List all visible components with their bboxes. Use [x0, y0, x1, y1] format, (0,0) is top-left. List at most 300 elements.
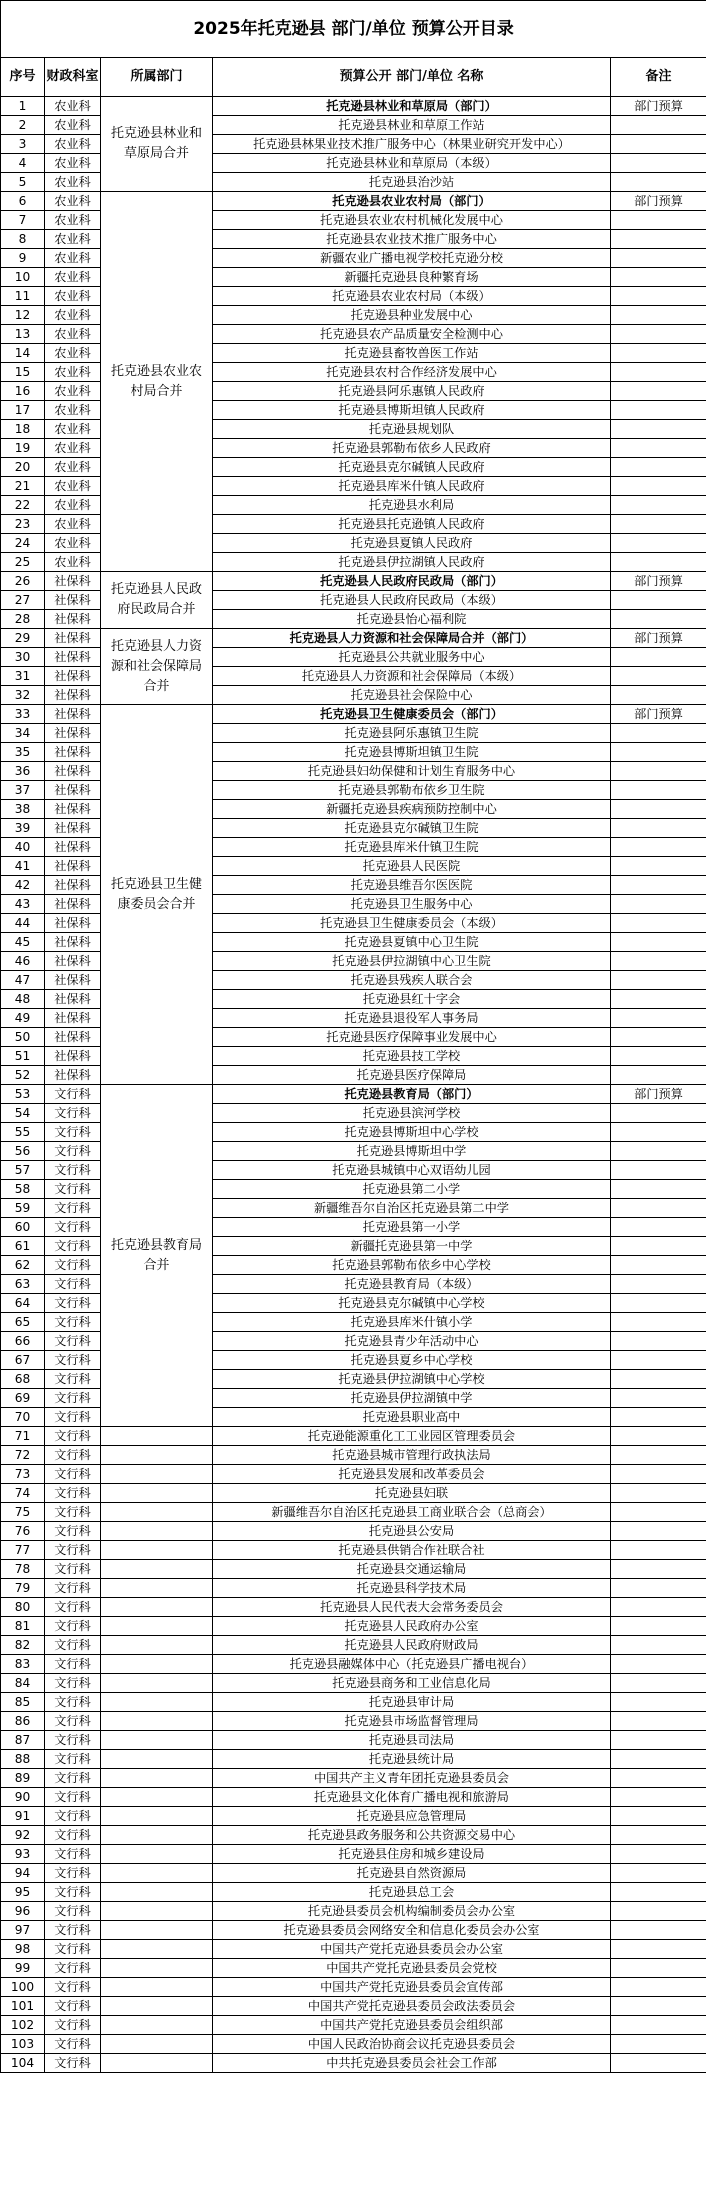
- row-seq: 28: [1, 610, 45, 629]
- row-note: [611, 591, 706, 610]
- row-unit-name: 托克逊县伊拉湖镇人民政府: [213, 553, 611, 572]
- row-section: 文行科: [45, 1807, 101, 1826]
- row-section: 农业科: [45, 268, 101, 287]
- row-section: 文行科: [45, 1541, 101, 1560]
- row-seq: 55: [1, 1123, 45, 1142]
- table-row: [1, 572, 706, 591]
- row-note: [611, 439, 706, 458]
- row-unit-name: 新疆维吾尔自治区托克逊县工商业联合会（总商会）: [213, 1503, 611, 1522]
- row-seq: 87: [1, 1731, 45, 1750]
- row-note: [611, 1693, 706, 1712]
- row-seq: 60: [1, 1218, 45, 1237]
- row-note: [611, 1427, 706, 1446]
- row-unit-name: 托克逊县规划队: [213, 420, 611, 439]
- row-seq: 80: [1, 1598, 45, 1617]
- row-unit-name: 托克逊县农业农村局（本级）: [213, 287, 611, 306]
- row-section: 文行科: [45, 1921, 101, 1940]
- row-note: [611, 1826, 706, 1845]
- row-unit-name: 中国共产党托克逊县委员会组织部: [213, 2016, 611, 2035]
- row-note: 部门预算: [611, 192, 706, 211]
- row-note: 部门预算: [611, 629, 706, 648]
- row-note: [611, 800, 706, 819]
- table-row: [1, 1617, 706, 1636]
- row-unit-name: 托克逊县住房和城乡建设局: [213, 1845, 611, 1864]
- row-section: 社保科: [45, 895, 101, 914]
- row-section: 文行科: [45, 1655, 101, 1674]
- row-seq: 14: [1, 344, 45, 363]
- row-note: [611, 1541, 706, 1560]
- row-unit-name: 托克逊县残疾人联合会: [213, 971, 611, 990]
- row-note: [611, 1237, 706, 1256]
- row-unit-name: 托克逊县技工学校: [213, 1047, 611, 1066]
- row-seq: 78: [1, 1560, 45, 1579]
- row-note: 部门预算: [611, 1085, 706, 1104]
- row-note: [611, 1294, 706, 1313]
- row-seq: 92: [1, 1826, 45, 1845]
- row-note: [611, 819, 706, 838]
- table-row: [1, 1978, 706, 1997]
- row-section: 社保科: [45, 819, 101, 838]
- page-title: 2025年托克逊县 部门/单位 预算公开目录: [1, 1, 706, 58]
- row-unit-name: 托克逊县郭勒布依乡卫生院: [213, 781, 611, 800]
- row-section: 文行科: [45, 1218, 101, 1237]
- row-note: [611, 1484, 706, 1503]
- row-note: [611, 363, 706, 382]
- row-unit-name: 托克逊县红十字会: [213, 990, 611, 1009]
- table-row: [1, 1503, 706, 1522]
- row-section: 社保科: [45, 838, 101, 857]
- row-dept-empty: [101, 1693, 213, 1712]
- row-note: [611, 268, 706, 287]
- table-row: [1, 1636, 706, 1655]
- table-row: [1, 1750, 706, 1769]
- row-unit-name: 托克逊县克尔碱镇中心学校: [213, 1294, 611, 1313]
- row-section: 农业科: [45, 534, 101, 553]
- row-section: 文行科: [45, 1104, 101, 1123]
- row-unit-name: 托克逊县夏乡中心学校: [213, 1351, 611, 1370]
- row-section: 文行科: [45, 1123, 101, 1142]
- row-unit-name: 新疆农业广播电视学校托克逊分校: [213, 249, 611, 268]
- header-section: 财政科室: [45, 58, 101, 97]
- row-unit-name: 托克逊县卫生服务中心: [213, 895, 611, 914]
- row-unit-name: 托克逊县审计局: [213, 1693, 611, 1712]
- row-seq: 17: [1, 401, 45, 420]
- row-unit-name: 托克逊县公安局: [213, 1522, 611, 1541]
- table-row: [1, 629, 706, 648]
- row-seq: 69: [1, 1389, 45, 1408]
- row-note: [611, 1446, 706, 1465]
- row-note: [611, 1902, 706, 1921]
- row-unit-name: 托克逊县农村合作经济发展中心: [213, 363, 611, 382]
- row-section: 文行科: [45, 1845, 101, 1864]
- row-unit-name: 托克逊县人民政府办公室: [213, 1617, 611, 1636]
- row-note: [611, 1921, 706, 1940]
- row-section: 农业科: [45, 439, 101, 458]
- row-note: [611, 1940, 706, 1959]
- row-section: 农业科: [45, 363, 101, 382]
- row-seq: 53: [1, 1085, 45, 1104]
- row-seq: 75: [1, 1503, 45, 1522]
- row-section: 社保科: [45, 686, 101, 705]
- table-row: [1, 1712, 706, 1731]
- row-seq: 13: [1, 325, 45, 344]
- row-seq: 23: [1, 515, 45, 534]
- table-row: [1, 1769, 706, 1788]
- row-seq: 71: [1, 1427, 45, 1446]
- row-unit-name: 托克逊县畜牧兽医工作站: [213, 344, 611, 363]
- row-dept-empty: [101, 1788, 213, 1807]
- row-note: [611, 1579, 706, 1598]
- row-unit-name: 托克逊县人民代表大会常务委员会: [213, 1598, 611, 1617]
- row-seq: 42: [1, 876, 45, 895]
- row-seq: 82: [1, 1636, 45, 1655]
- row-unit-name: 托克逊县卫生健康委员会（本级）: [213, 914, 611, 933]
- table-row: [1, 1997, 706, 2016]
- row-section: 文行科: [45, 1389, 101, 1408]
- row-unit-name: 托克逊县博斯坦镇人民政府: [213, 401, 611, 420]
- row-section: 社保科: [45, 667, 101, 686]
- row-unit-name: 托克逊县医疗保障局: [213, 1066, 611, 1085]
- row-seq: 35: [1, 743, 45, 762]
- row-note: [611, 325, 706, 344]
- row-note: [611, 933, 706, 952]
- row-unit-name: 中国人民政治协商会议托克逊县委员会: [213, 2035, 611, 2054]
- row-section: 农业科: [45, 211, 101, 230]
- row-unit-name: 托克逊县库米什镇人民政府: [213, 477, 611, 496]
- row-seq: 33: [1, 705, 45, 724]
- row-unit-name: 托克逊县林业和草原局（部门）: [213, 97, 611, 116]
- title-row: [1, 1, 706, 58]
- row-unit-name: 中共托克逊县委员会社会工作部: [213, 2054, 611, 2073]
- row-note: [611, 1066, 706, 1085]
- row-note: [611, 515, 706, 534]
- row-section: 文行科: [45, 1427, 101, 1446]
- row-note: [611, 420, 706, 439]
- row-note: [611, 1370, 706, 1389]
- row-seq: 8: [1, 230, 45, 249]
- row-seq: 83: [1, 1655, 45, 1674]
- row-section: 农业科: [45, 306, 101, 325]
- row-seq: 96: [1, 1902, 45, 1921]
- row-note: [611, 743, 706, 762]
- row-note: [611, 1218, 706, 1237]
- row-dept-empty: [101, 1560, 213, 1579]
- row-section: 社保科: [45, 1047, 101, 1066]
- row-section: 文行科: [45, 1408, 101, 1427]
- row-unit-name: 托克逊县人民政府财政局: [213, 1636, 611, 1655]
- row-note: [611, 857, 706, 876]
- row-seq: 88: [1, 1750, 45, 1769]
- table-row: [1, 1655, 706, 1674]
- row-section: 文行科: [45, 1180, 101, 1199]
- row-unit-name: 托克逊县司法局: [213, 1731, 611, 1750]
- row-unit-name: 托克逊县融媒体中心（托克逊县广播电视台）: [213, 1655, 611, 1674]
- row-note: [611, 1560, 706, 1579]
- row-unit-name: 托克逊县林果业技术推广服务中心（林果业研究开发中心）: [213, 135, 611, 154]
- row-seq: 103: [1, 2035, 45, 2054]
- row-unit-name: 托克逊县交通运输局: [213, 1560, 611, 1579]
- row-note: [611, 610, 706, 629]
- row-note: [611, 1465, 706, 1484]
- row-section: 农业科: [45, 515, 101, 534]
- row-section: 文行科: [45, 2016, 101, 2035]
- row-note: [611, 458, 706, 477]
- row-unit-name: 托克逊县滨河学校: [213, 1104, 611, 1123]
- row-dept-empty: [101, 1997, 213, 2016]
- row-unit-name: 托克逊县总工会: [213, 1883, 611, 1902]
- table-row: [1, 1845, 706, 1864]
- table-row: [1, 1085, 706, 1104]
- row-section: 农业科: [45, 116, 101, 135]
- row-seq: 67: [1, 1351, 45, 1370]
- row-note: [611, 344, 706, 363]
- row-section: 农业科: [45, 287, 101, 306]
- table-row: [1, 1427, 706, 1446]
- row-dept-empty: [101, 1655, 213, 1674]
- row-section: 社保科: [45, 1009, 101, 1028]
- row-unit-name: 托克逊县委员会网络安全和信息化委员会办公室: [213, 1921, 611, 1940]
- row-note: [611, 116, 706, 135]
- row-seq: 101: [1, 1997, 45, 2016]
- row-section: 农业科: [45, 382, 101, 401]
- row-section: 文行科: [45, 1332, 101, 1351]
- row-section: 文行科: [45, 1275, 101, 1294]
- row-section: 社保科: [45, 781, 101, 800]
- row-note: [611, 1864, 706, 1883]
- row-unit-name: 托克逊县人力资源和社会保障局（本级）: [213, 667, 611, 686]
- row-seq: 59: [1, 1199, 45, 1218]
- row-seq: 6: [1, 192, 45, 211]
- table-row: [1, 2035, 706, 2054]
- row-section: 文行科: [45, 1446, 101, 1465]
- row-unit-name: 托克逊县青少年活动中心: [213, 1332, 611, 1351]
- row-unit-name: 托克逊县水利局: [213, 496, 611, 515]
- row-note: [611, 306, 706, 325]
- row-note: [611, 1408, 706, 1427]
- row-section: 文行科: [45, 1579, 101, 1598]
- row-section: 文行科: [45, 1674, 101, 1693]
- row-section: 社保科: [45, 743, 101, 762]
- row-note: 部门预算: [611, 705, 706, 724]
- row-section: 农业科: [45, 553, 101, 572]
- row-note: [611, 1104, 706, 1123]
- row-unit-name: 托克逊县托克逊镇人民政府: [213, 515, 611, 534]
- row-unit-name: 中国共产党托克逊县委员会办公室: [213, 1940, 611, 1959]
- table-row: [1, 1560, 706, 1579]
- row-section: 农业科: [45, 325, 101, 344]
- row-section: 农业科: [45, 249, 101, 268]
- row-seq: 99: [1, 1959, 45, 1978]
- row-unit-name: 托克逊县郭勒布依乡中心学校: [213, 1256, 611, 1275]
- row-dept: 托克逊县林业和草原局合并: [101, 97, 213, 192]
- row-unit-name: 托克逊县社会保险中心: [213, 686, 611, 705]
- row-note: [611, 1617, 706, 1636]
- row-dept-empty: [101, 1446, 213, 1465]
- table-row: [1, 1465, 706, 1484]
- row-note: [611, 762, 706, 781]
- row-note: [611, 2035, 706, 2054]
- row-unit-name: 托克逊县阿乐惠镇人民政府: [213, 382, 611, 401]
- row-section: 社保科: [45, 591, 101, 610]
- row-unit-name: 托克逊县医疗保障事业发展中心: [213, 1028, 611, 1047]
- row-note: [611, 401, 706, 420]
- row-seq: 21: [1, 477, 45, 496]
- row-seq: 54: [1, 1104, 45, 1123]
- header-dept: 所属部门: [101, 58, 213, 97]
- row-seq: 1: [1, 97, 45, 116]
- table-row: [1, 1788, 706, 1807]
- row-note: [611, 1655, 706, 1674]
- row-note: [611, 287, 706, 306]
- row-unit-name: 托克逊县农业农村局（部门）: [213, 192, 611, 211]
- row-note: [611, 1769, 706, 1788]
- row-unit-name: 托克逊县克尔碱镇人民政府: [213, 458, 611, 477]
- row-unit-name: 中国共产党托克逊县委员会政法委员会: [213, 1997, 611, 2016]
- row-dept-empty: [101, 1712, 213, 1731]
- row-seq: 51: [1, 1047, 45, 1066]
- row-unit-name: 托克逊县人民政府民政局（本级）: [213, 591, 611, 610]
- row-seq: 19: [1, 439, 45, 458]
- row-unit-name: 托克逊县林业和草原局（本级）: [213, 154, 611, 173]
- row-seq: 27: [1, 591, 45, 610]
- row-section: 文行科: [45, 1465, 101, 1484]
- row-note: [611, 1047, 706, 1066]
- row-note: [611, 135, 706, 154]
- row-unit-name: 中国共产党托克逊县委员会宣传部: [213, 1978, 611, 1997]
- row-seq: 34: [1, 724, 45, 743]
- header-note: 备注: [611, 58, 706, 97]
- row-seq: 30: [1, 648, 45, 667]
- row-seq: 57: [1, 1161, 45, 1180]
- row-seq: 11: [1, 287, 45, 306]
- row-unit-name: 托克逊县治沙站: [213, 173, 611, 192]
- row-seq: 90: [1, 1788, 45, 1807]
- row-unit-name: 托克逊县博斯坦镇卫生院: [213, 743, 611, 762]
- row-dept-empty: [101, 1731, 213, 1750]
- row-section: 文行科: [45, 1693, 101, 1712]
- row-note: [611, 1750, 706, 1769]
- row-unit-name: 托克逊县科学技术局: [213, 1579, 611, 1598]
- row-unit-name: 托克逊县教育局（部门）: [213, 1085, 611, 1104]
- row-dept-empty: [101, 1427, 213, 1446]
- row-unit-name: 托克逊县退役军人事务局: [213, 1009, 611, 1028]
- row-seq: 52: [1, 1066, 45, 1085]
- row-section: 社保科: [45, 762, 101, 781]
- row-unit-name: 托克逊县林业和草原工作站: [213, 116, 611, 135]
- row-section: 文行科: [45, 1142, 101, 1161]
- row-seq: 79: [1, 1579, 45, 1598]
- row-note: [611, 1503, 706, 1522]
- row-note: [611, 952, 706, 971]
- row-seq: 95: [1, 1883, 45, 1902]
- row-seq: 43: [1, 895, 45, 914]
- row-section: 文行科: [45, 1484, 101, 1503]
- row-section: 文行科: [45, 1750, 101, 1769]
- row-dept-empty: [101, 1769, 213, 1788]
- row-section: 农业科: [45, 458, 101, 477]
- row-unit-name: 托克逊县库米什镇卫生院: [213, 838, 611, 857]
- table-row: [1, 1864, 706, 1883]
- row-section: 社保科: [45, 572, 101, 591]
- row-section: 文行科: [45, 1503, 101, 1522]
- row-note: [611, 1028, 706, 1047]
- row-unit-name: 托克逊县伊拉湖镇中心学校: [213, 1370, 611, 1389]
- row-section: 文行科: [45, 1769, 101, 1788]
- row-section: 社保科: [45, 705, 101, 724]
- row-note: [611, 211, 706, 230]
- row-dept-empty: [101, 1674, 213, 1693]
- row-seq: 41: [1, 857, 45, 876]
- row-seq: 81: [1, 1617, 45, 1636]
- header-row: [1, 58, 706, 97]
- row-note: [611, 781, 706, 800]
- row-seq: 70: [1, 1408, 45, 1427]
- row-seq: 5: [1, 173, 45, 192]
- row-unit-name: 托克逊县农业技术推广服务中心: [213, 230, 611, 249]
- row-section: 文行科: [45, 2035, 101, 2054]
- row-note: [611, 1332, 706, 1351]
- row-note: [611, 249, 706, 268]
- row-section: 社保科: [45, 933, 101, 952]
- row-note: [611, 1389, 706, 1408]
- row-dept-empty: [101, 1522, 213, 1541]
- row-note: [611, 686, 706, 705]
- row-seq: 97: [1, 1921, 45, 1940]
- row-unit-name: 托克逊县人民政府民政局（部门）: [213, 572, 611, 591]
- row-dept: 托克逊县卫生健康委员会合并: [101, 705, 213, 1085]
- row-dept: 托克逊县人力资源和社会保障局合并: [101, 629, 213, 705]
- row-note: [611, 154, 706, 173]
- row-note: [611, 1636, 706, 1655]
- row-section: 农业科: [45, 496, 101, 515]
- row-unit-name: 托克逊县伊拉湖镇中学: [213, 1389, 611, 1408]
- row-dept: 托克逊县农业农村局合并: [101, 192, 213, 572]
- row-seq: 91: [1, 1807, 45, 1826]
- row-note: [611, 1845, 706, 1864]
- table-row: [1, 1883, 706, 1902]
- row-section: 文行科: [45, 1902, 101, 1921]
- row-dept-empty: [101, 1864, 213, 1883]
- row-unit-name: 托克逊县职业高中: [213, 1408, 611, 1427]
- row-note: [611, 1313, 706, 1332]
- row-section: 文行科: [45, 1085, 101, 1104]
- row-seq: 62: [1, 1256, 45, 1275]
- row-section: 农业科: [45, 173, 101, 192]
- table-row: [1, 97, 706, 116]
- row-note: [611, 1788, 706, 1807]
- row-dept-empty: [101, 1902, 213, 1921]
- row-seq: 22: [1, 496, 45, 515]
- row-seq: 2: [1, 116, 45, 135]
- row-seq: 104: [1, 2054, 45, 2073]
- row-seq: 3: [1, 135, 45, 154]
- row-seq: 7: [1, 211, 45, 230]
- header-seq: 序号: [1, 58, 45, 97]
- row-section: 文行科: [45, 1940, 101, 1959]
- row-unit-name: 托克逊县卫生健康委员会（部门）: [213, 705, 611, 724]
- table-row: [1, 2016, 706, 2035]
- row-dept-empty: [101, 2016, 213, 2035]
- row-seq: 46: [1, 952, 45, 971]
- table-row: [1, 1484, 706, 1503]
- row-section: 文行科: [45, 1313, 101, 1332]
- row-note: [611, 1275, 706, 1294]
- row-note: 部门预算: [611, 97, 706, 116]
- row-seq: 66: [1, 1332, 45, 1351]
- row-section: 文行科: [45, 1560, 101, 1579]
- table-row: [1, 1674, 706, 1693]
- row-seq: 64: [1, 1294, 45, 1313]
